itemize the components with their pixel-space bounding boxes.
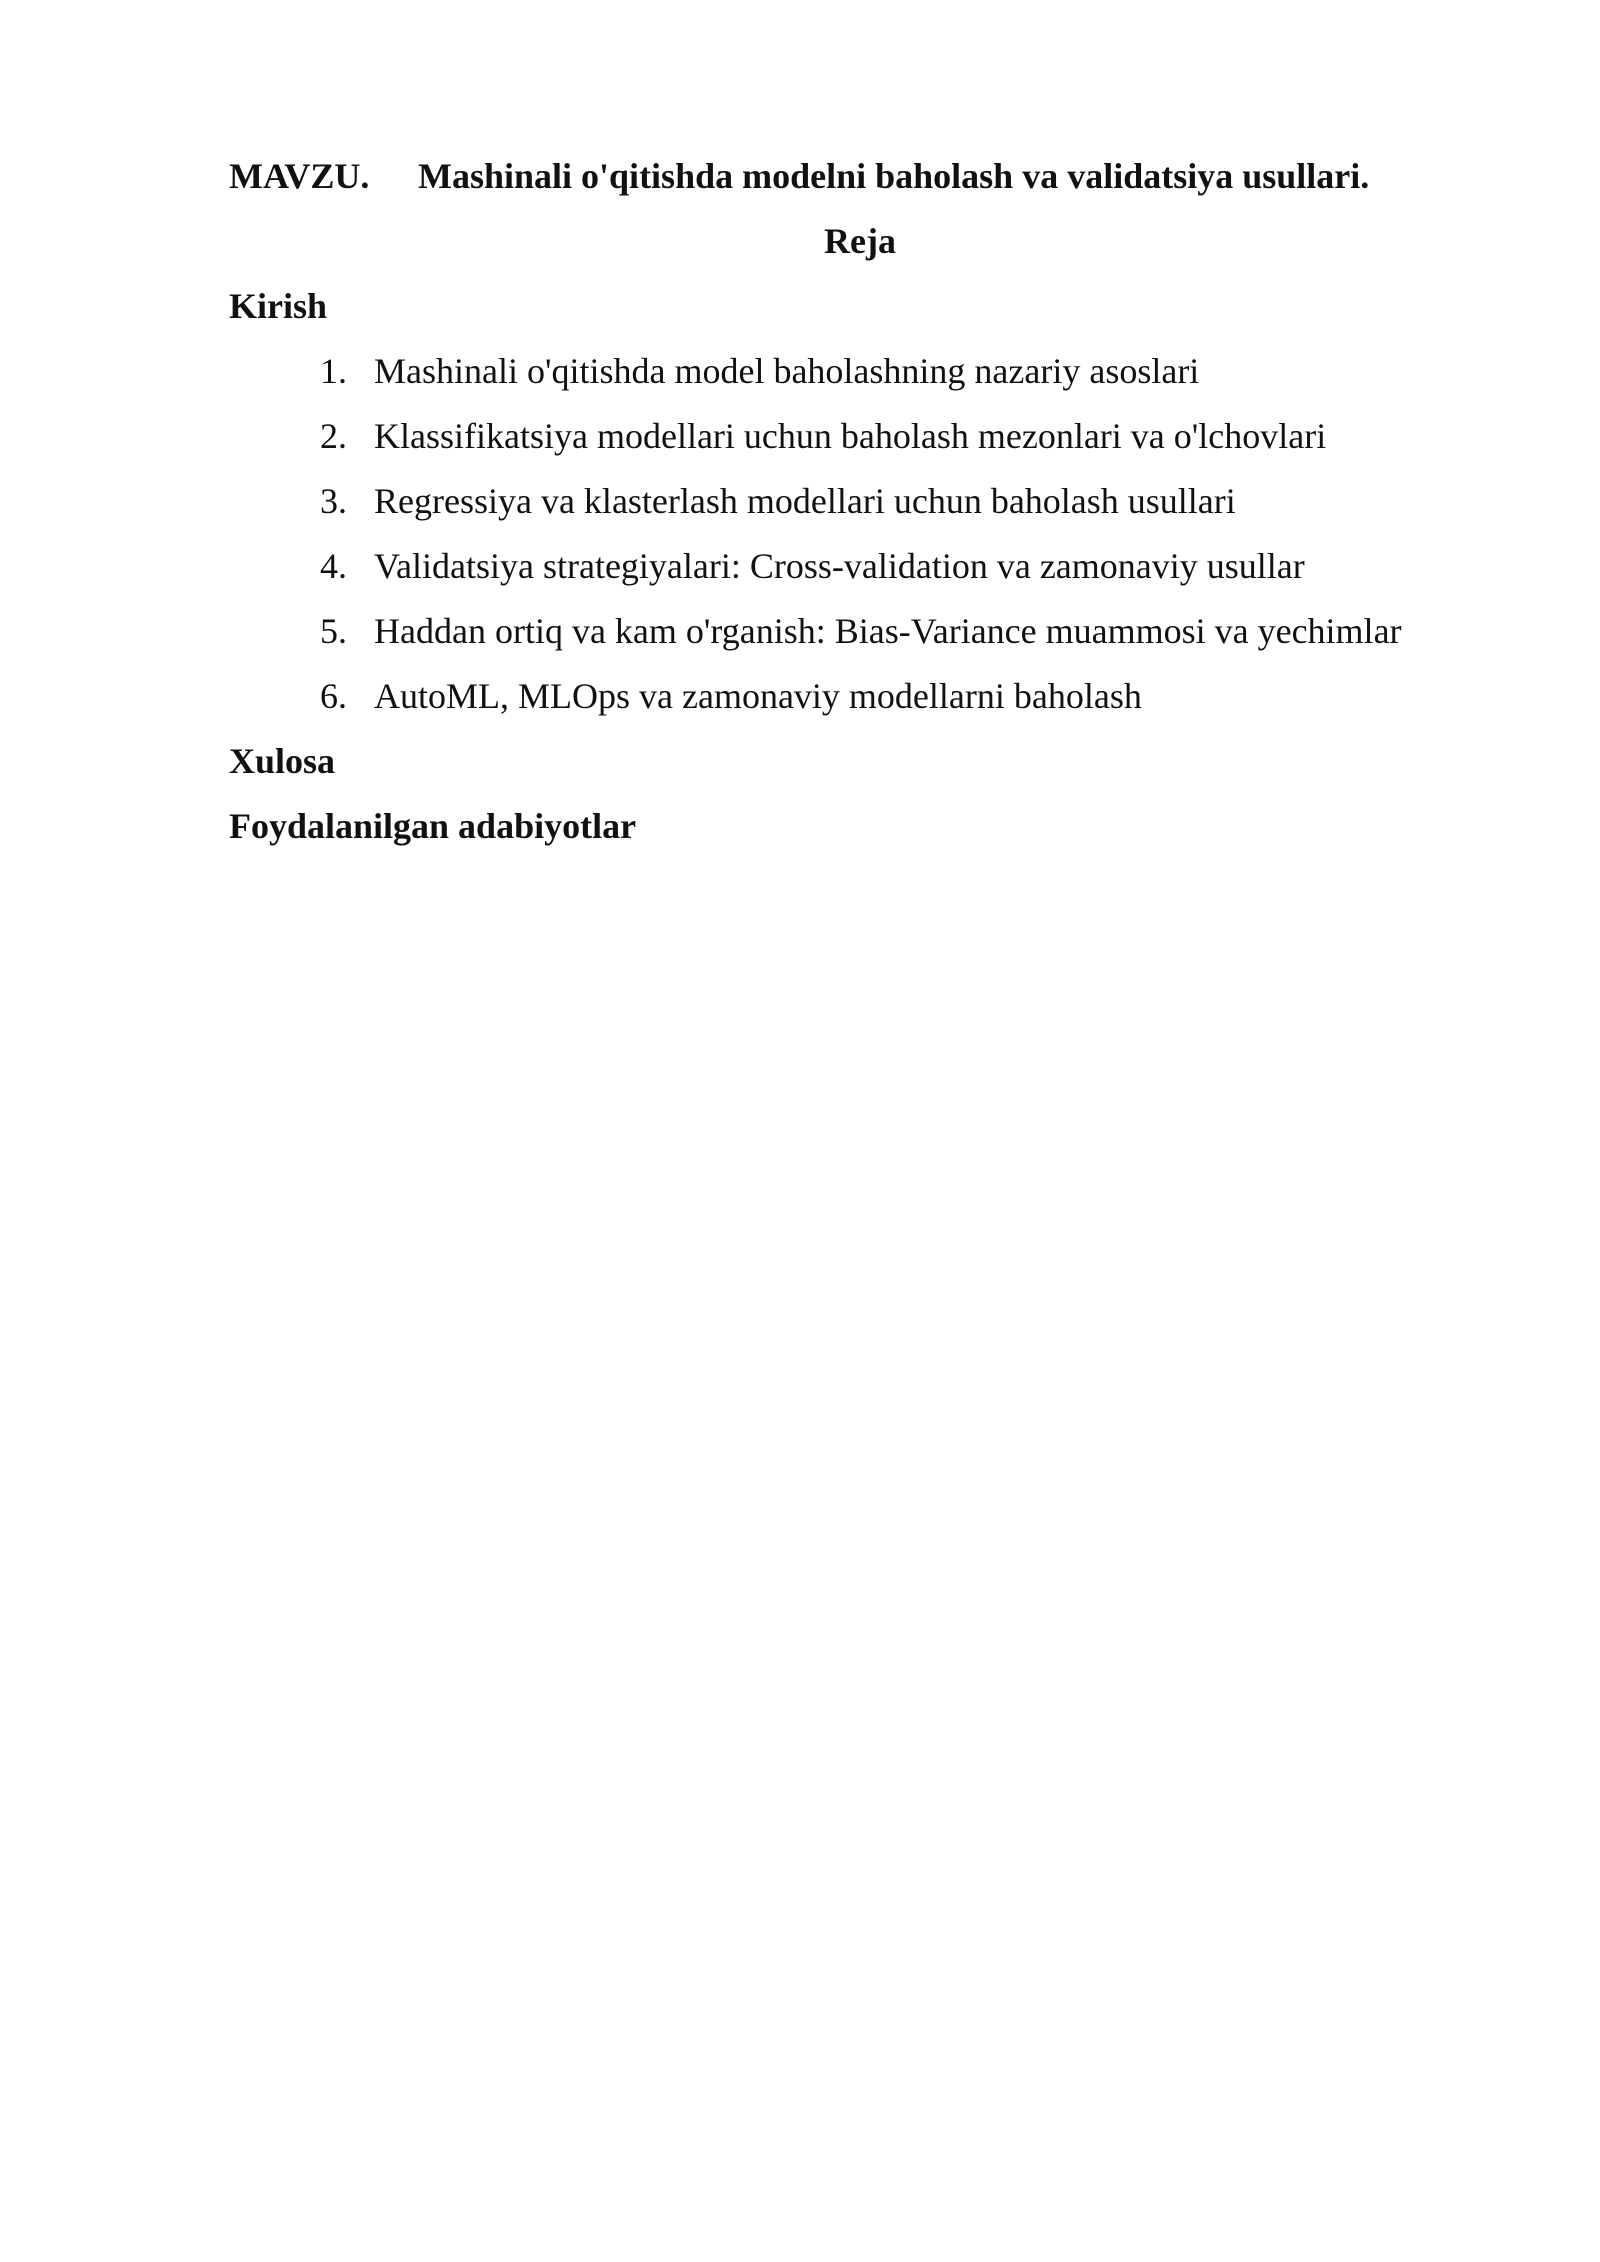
- plan-item-text: AutoML, MLOps va zamonaviy modellarni baholash: [374, 676, 1142, 716]
- plan-item-number: 5.: [320, 611, 347, 651]
- plan-item: [320, 544, 1402, 609]
- plan-item-number: 3.: [320, 481, 347, 521]
- topic-label: MAVZU.: [229, 156, 370, 196]
- topic-title: Mashinali o'qitishda modelni baholash va validatsiya usullari.: [418, 156, 1370, 196]
- intro-heading: Kirish: [229, 286, 328, 326]
- plan-item: [320, 479, 1402, 544]
- plan-list: [320, 349, 1402, 739]
- plan-item-number: 1.: [320, 351, 347, 391]
- plan-item-text: Validatsiya strategiyalari: Cross-validation va zamonaviy usullar: [374, 546, 1305, 586]
- plan-heading: Reja: [824, 221, 896, 261]
- plan-item-number: 2.: [320, 416, 347, 456]
- plan-item: [320, 674, 1402, 739]
- plan-item-text: Klassifikatsiya modellari uchun baholash mezonlari va o'lchovlari: [374, 416, 1327, 456]
- plan-item-text: Mashinali o'qitishda model baholashning nazariy asoslari: [374, 351, 1200, 391]
- plan-item-text: Haddan ortiq va kam o'rganish: Bias-Variance muammosi va yechimlar: [374, 611, 1402, 651]
- plan-item: [320, 609, 1402, 674]
- plan-item-number: 4.: [320, 546, 347, 586]
- references-heading: Foydalanilgan adabiyotlar: [229, 806, 637, 846]
- plan-item: [320, 414, 1402, 479]
- conclusion-heading: Xulosa: [229, 741, 336, 781]
- plan-item-text: Regressiya va klasterlash modellari uchun baholash usullari: [374, 481, 1236, 521]
- plan-item: [320, 349, 1402, 414]
- topic-heading: [229, 154, 1369, 198]
- plan-item-number: 6.: [320, 676, 347, 716]
